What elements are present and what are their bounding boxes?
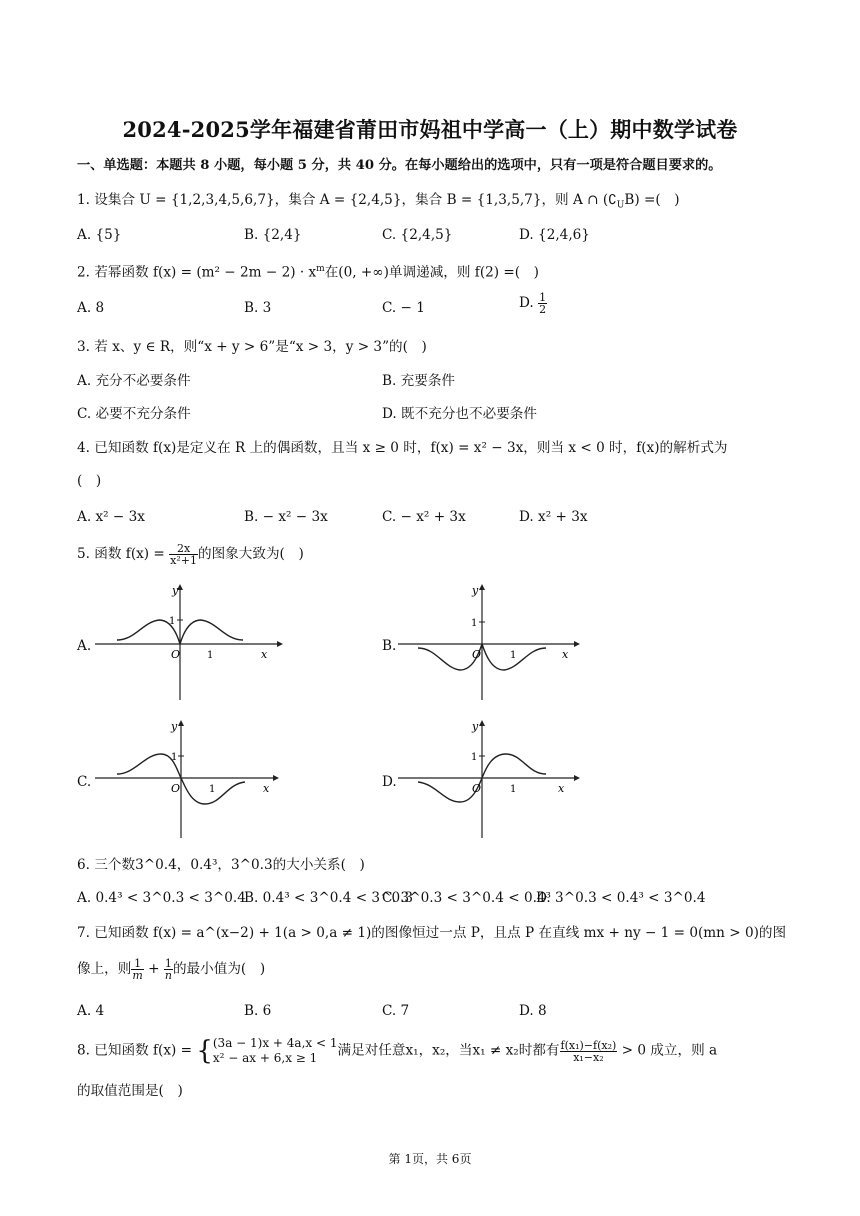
q5-graph-d[interactable]	[398, 718, 588, 840]
question-4-stem: 4. 已知函数 f(x)是定义在 R 上的偶函数，且当 x ≥ 0 时，f(x) = x² − 3x，则当 x < 0 时，f(x)的解析式为	[77, 440, 728, 456]
q4-option-d[interactable]: D. x² + 3x	[519, 509, 588, 525]
question-7-stem: 7. 已知函数 f(x) = a^(x−2) + 1(a > 0,a ≠ 1)的图像恒过一点 P，且点 P 在直线 mx + ny − 1 = 0(mn > 0)的图	[77, 925, 787, 941]
tick-label-x: 1	[207, 650, 214, 661]
difference-quotient: $\frac{\text{f(x₁)−f(x₂)}}{\text{x₁−x₂}}$	[560, 1038, 617, 1064]
x-label: x	[261, 648, 268, 661]
question-6-stem: 6. 三个数3^0.4，0.4³，3^0.3的大小关系( )	[77, 857, 365, 873]
q3-option-d[interactable]: D. 既不充分也不必要条件	[382, 406, 537, 422]
y-label: y	[472, 720, 479, 733]
x-label: x	[263, 782, 270, 795]
tick-label-x: 1	[209, 784, 216, 795]
origin-label: O	[472, 648, 482, 661]
question-7-stem-cont: 像上，则 $\frac{1}{m}$ + $\frac{1}{n}$ 的最小值为( )	[77, 957, 266, 982]
q2-option-a[interactable]: A. 8	[77, 300, 105, 316]
question-3-stem: 3. 若 x、y ∈ R，则“x + y > 6”是“x > 3，y > 3”的( )	[77, 339, 427, 355]
question-5-stem: 5. 函数 f(x) = $\frac{2x}{\text{x²+1}}$ 的图象大致为( )	[77, 542, 304, 567]
tick-label-x: 1	[510, 650, 517, 661]
q6-option-a[interactable]: A. 0.4³ < 3^0.3 < 3^0.4	[77, 890, 246, 906]
q1-option-d[interactable]: D. {2,4,6}	[519, 227, 590, 243]
question-8-stem-cont: 的取值范围是( )	[77, 1083, 183, 1099]
q7-option-c[interactable]: C. 7	[382, 1003, 410, 1019]
question-2-stem: 2. 若幂函数 $f(x) = (m^2 - 2m - 2) \cdot x^m$在(0, +∞)单调递减，则 f(2) =( )	[77, 264, 539, 281]
origin-label: O	[472, 782, 482, 795]
q1-option-b[interactable]: B. {2,4}	[244, 227, 302, 243]
q5-graph-b[interactable]	[398, 582, 588, 702]
x-arrow-icon	[574, 775, 580, 781]
q1-option-a[interactable]: A. {5}	[77, 227, 122, 243]
x-arrow-icon	[273, 775, 279, 781]
q7-option-a[interactable]: A. 4	[77, 1003, 105, 1019]
y-arrow-icon	[479, 720, 485, 726]
q4-option-a[interactable]: A. x² − 3x	[77, 509, 145, 525]
q5-option-d-label[interactable]: D.	[382, 774, 397, 790]
fraction-1-over-m: $\frac{1}{m}$	[132, 957, 143, 982]
q5-option-b-label[interactable]: B.	[382, 638, 397, 654]
page-title: 2024-2025学年福建省莆田市妈祖中学高一（上）期中数学试卷	[122, 117, 738, 142]
q6-option-b[interactable]: B. 0.4³ < 3^0.4 < 3^0.3	[244, 890, 414, 906]
x-arrow-icon	[574, 641, 580, 647]
page-footer: 第 1页，共 6页	[388, 1152, 472, 1166]
x-label: x	[562, 648, 569, 661]
tick-label-y: 1	[471, 618, 478, 629]
x-label: x	[558, 782, 565, 795]
y-label: y	[171, 720, 178, 733]
q6-option-c[interactable]: C. 3^0.3 < 3^0.4 < 0.4³	[382, 890, 552, 906]
q5-option-c-label[interactable]: C.	[77, 774, 92, 790]
x-arrow-icon	[277, 641, 283, 647]
question-8-stem: 8. 已知函数 f(x) = {(3a − 1)x + 4a,x < 1 x² − ax + 6,x ≥ 1 满足对任意x₁，x₂，当x₁ ≠ x₂时都有 $\frac{\text{f(x₁)−f(x₂)}}{\text{x₁−x₂}}$ > 0 成立，则 a	[77, 1036, 718, 1066]
y-arrow-icon	[479, 584, 485, 590]
section-heading: 一、单选题：本题共 8 小题，每小题 5 分，共 40 分。在每小题给出的选项中，只有一项是符合题目要求的。	[77, 158, 722, 173]
q6-option-d[interactable]: D. 3^0.3 < 0.4³ < 3^0.4	[536, 890, 706, 906]
origin-label: O	[171, 648, 181, 661]
origin-label: O	[171, 782, 181, 795]
question-4-stem-cont: ( )	[77, 473, 102, 489]
q4-option-b[interactable]: B. − x² − 3x	[244, 509, 328, 525]
q2-option-b[interactable]: B. 3	[244, 300, 272, 316]
q5-graph-a[interactable]	[95, 582, 285, 702]
q4-option-c[interactable]: C. − x² + 3x	[382, 509, 466, 525]
piecewise-cases: (3a − 1)x + 4a,x < 1 x² − ax + 6,x ≥ 1	[212, 1036, 338, 1065]
q7-option-b[interactable]: B. 6	[244, 1003, 272, 1019]
tick-label-y: 1	[471, 752, 478, 763]
y-label: y	[472, 584, 479, 597]
q3-option-b[interactable]: B. 充要条件	[382, 373, 456, 389]
tick-label-y: 1	[171, 752, 178, 763]
q5-option-a-label[interactable]: A.	[77, 638, 92, 654]
q7-option-d[interactable]: D. 8	[519, 1003, 547, 1019]
fraction: $\frac{2x}{\text{x²+1}}$	[170, 542, 197, 567]
y-arrow-icon	[178, 720, 184, 726]
fraction-1-over-n: $\frac{1}{n}$	[164, 957, 172, 982]
q3-option-a[interactable]: A. 充分不必要条件	[77, 373, 191, 389]
fraction: $\frac{1}{2}$	[539, 291, 547, 316]
q2-option-c[interactable]: C. − 1	[382, 300, 425, 316]
tick-label-x: 1	[510, 784, 517, 795]
q3-option-c[interactable]: C. 必要不充分条件	[77, 406, 191, 422]
tick-label-y: 1	[169, 616, 176, 627]
question-1-stem: 1. 设集合 U = {1,2,3,4,5,6,7}，集合 A = {2,4,5}，集合 B = {1,3,5,7}，则 A ∩ $(∁_UB)$ =( )	[77, 192, 680, 211]
q2-option-d[interactable]: D. $\frac{1}{2}$	[519, 291, 547, 316]
brace-icon: {	[196, 1036, 213, 1066]
y-label: y	[172, 584, 179, 597]
q5-graph-c[interactable]	[95, 718, 285, 840]
q1-option-c[interactable]: C. {2,4,5}	[382, 227, 453, 243]
